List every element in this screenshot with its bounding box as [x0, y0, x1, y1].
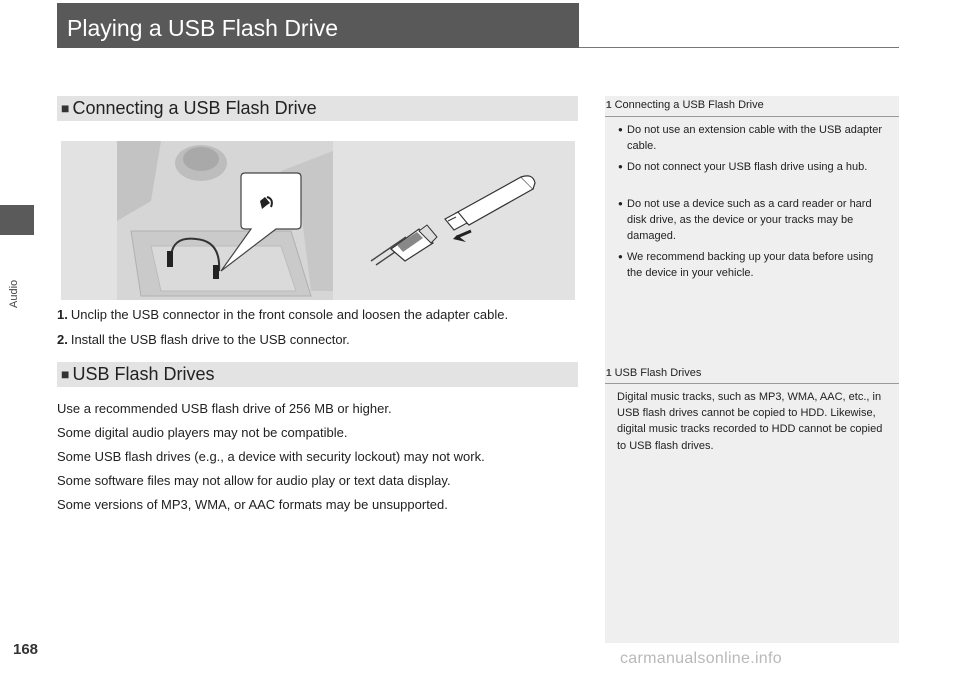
- note-title-text: Connecting a USB Flash Drive: [614, 99, 764, 111]
- square-bullet-icon: ■: [61, 100, 70, 116]
- step-text: Unclip the USB connector in the front console and loosen the adapter cable.: [70, 307, 509, 322]
- step-number: 2.: [57, 332, 68, 347]
- section-heading-text: USB Flash Drives: [72, 364, 215, 384]
- step-number: 1.: [57, 307, 68, 322]
- note-bullet: ● Do not connect your USB flash drive using a hub.: [618, 159, 890, 175]
- reference-icon: 1: [606, 100, 612, 111]
- square-bullet-icon: ■: [61, 366, 70, 382]
- paragraph: Some versions of MP3, WMA, or AAC formats may be unsupported.: [57, 497, 448, 512]
- reference-icon: 1: [606, 368, 612, 379]
- note-bullet: ● Do not use a device such as a card reader or hard disk drive, as the device or your tracks may be damaged.: [618, 196, 890, 244]
- note-rule: [605, 116, 899, 117]
- watermark: carmanualsonline.info: [620, 650, 782, 667]
- section-heading-connecting: [57, 96, 578, 121]
- paragraph: Some USB flash drives (e.g., a device with security lockout) may not work.: [57, 449, 485, 464]
- note-title-connecting: [606, 99, 899, 111]
- page-number: 168: [13, 641, 39, 658]
- paragraph: Some digital audio players may not be compatible.: [57, 425, 348, 440]
- note-title-text: USB Flash Drives: [614, 367, 702, 379]
- section-tab: [0, 205, 34, 235]
- usb-illustration: [61, 141, 575, 300]
- note-bullet: ● We recommend backing up your data before using the device in your vehicle.: [618, 249, 890, 281]
- paragraph: Use a recommended USB flash drive of 256 MB or higher.: [57, 401, 392, 416]
- section-heading-text: Connecting a USB Flash Drive: [72, 98, 317, 118]
- note-rule: [605, 383, 899, 384]
- step-1: [57, 307, 508, 322]
- title-rule: [579, 47, 899, 48]
- paragraph: Some software files may not allow for audio play or text data display.: [57, 473, 451, 488]
- step-2: [57, 332, 350, 347]
- note-bullet: ● Do not use an extension cable with the USB adapter cable.: [618, 122, 890, 154]
- section-label: Audio: [8, 279, 20, 308]
- page-title: Playing a USB Flash Drive: [57, 3, 579, 48]
- note-title-usb-drives: [606, 367, 899, 379]
- note-text: Digital music tracks, such as MP3, WMA, AAC, etc., in USB flash drives cannot be copied to HDD. Likewise, digital music tracks recorded to HDD cannot be copied to USB flash drives.: [617, 391, 883, 452]
- section-heading-usb-drives: [57, 362, 578, 387]
- step-text: Install the USB flash drive to the USB connector.: [70, 332, 350, 347]
